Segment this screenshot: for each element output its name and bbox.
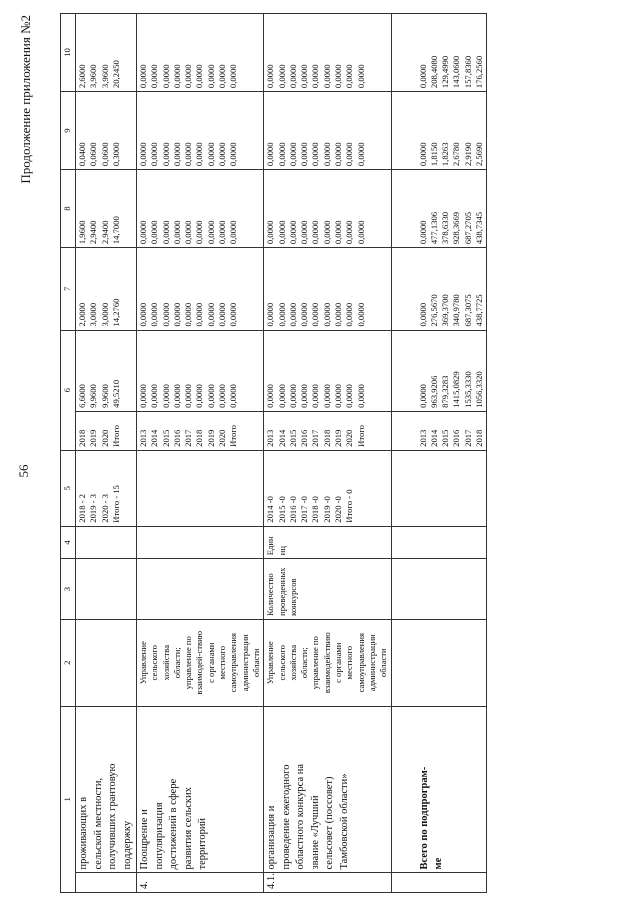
cell-line: 0,0000	[171, 384, 182, 408]
cell-line: местного	[217, 645, 228, 680]
row-col8	[391, 170, 487, 248]
cell-line	[418, 710, 433, 870]
cell-line: 2020	[99, 429, 110, 447]
cell-line: 0,3000	[110, 142, 121, 167]
cell-line: 3,0000	[88, 302, 99, 327]
cell-line: 0,0000	[149, 384, 160, 408]
cell-line: 2014	[428, 429, 439, 447]
cell-line: 0,0000	[333, 142, 344, 167]
cell-line: 0,0000	[205, 142, 216, 167]
table-row	[76, 14, 137, 893]
cell-line: конкурсов	[287, 578, 298, 616]
row-indicator	[391, 559, 487, 620]
row-years	[264, 411, 391, 450]
cell-line: 0,0000	[138, 142, 148, 167]
cell-line: 0,0000	[333, 64, 344, 89]
row-col10	[264, 14, 391, 92]
header-row	[61, 14, 76, 893]
cell-line: 0,0000	[344, 220, 355, 245]
cell-line: области;	[171, 647, 182, 679]
cell-line: 0,0000	[310, 302, 321, 327]
cell-line: 0,0400	[77, 142, 87, 167]
page-number: 56	[16, 464, 31, 478]
cell-line: 0,0000	[310, 384, 321, 408]
cell-line: 2,0000	[77, 302, 87, 327]
cell-line: 0,0000	[417, 142, 428, 167]
cell-line: 0,0000	[183, 64, 194, 89]
table-row	[391, 14, 487, 893]
cell-line: иц	[276, 545, 287, 556]
cell-line: 378,6330	[440, 211, 451, 245]
cell-line: 0,0000	[194, 142, 205, 167]
cell-line: 2015	[440, 429, 451, 447]
cell-line: проведенных	[276, 567, 287, 616]
row-number: 4.1.	[264, 873, 391, 893]
cell-line: 477,1306	[428, 211, 439, 245]
row-years	[137, 411, 264, 450]
cell-line: 0,0000	[194, 302, 205, 327]
cell-line: Количество	[265, 573, 276, 616]
cell-line: 2016	[171, 429, 182, 447]
cell-line: 0,0000	[276, 384, 287, 408]
cell-line: 0,0000	[265, 302, 276, 327]
cell-line: сельской местности,	[92, 777, 104, 870]
cell-line: 1,9600	[77, 220, 87, 245]
cell-line: 0,0000	[287, 302, 298, 327]
cell-line: проведение ежегодного	[280, 764, 292, 870]
cell-line: 0,0000	[194, 220, 205, 245]
cell-line: 0,0000	[138, 220, 148, 245]
row-total	[137, 330, 264, 411]
cell-line: 1535,3330	[462, 371, 473, 408]
cell-line: хозяйства	[160, 644, 171, 681]
cell-line: 0,0000	[183, 384, 194, 408]
cell-line: достижений в сфере	[168, 778, 179, 870]
row-col9	[137, 92, 264, 170]
cell-line: 0,0000	[217, 220, 228, 245]
header-cell: 1	[61, 706, 76, 892]
cell-line: хозяйства	[287, 644, 298, 681]
cell-line: 0,0000	[265, 384, 276, 408]
cell-line: 0,0000	[287, 142, 298, 167]
row-name	[137, 706, 264, 873]
cell-line: 438,7725	[474, 294, 485, 327]
cell-line: 0,0000	[205, 64, 216, 89]
row-col10	[76, 14, 137, 92]
row-col8	[264, 170, 391, 248]
row-target	[137, 450, 264, 526]
cell-line: с органами	[205, 642, 216, 683]
cell-line: взаимодей-ствию	[194, 630, 205, 695]
cell-line: 0,0000	[171, 302, 182, 327]
cell-line: Един	[265, 536, 276, 556]
cell-line: 963,9206	[428, 375, 439, 408]
row-col7	[391, 248, 487, 330]
cell-line: 0,0000	[171, 142, 182, 167]
cell-line: самоуправления	[228, 633, 239, 693]
cell-line: 369,3700	[440, 294, 451, 327]
cell-line: 0,0000	[228, 384, 239, 408]
cell-line: 2018 -0	[310, 496, 321, 523]
cell-line: развития сельских	[182, 787, 194, 870]
cell-line: 6,6000	[77, 384, 87, 408]
cell-line: 2014	[276, 429, 287, 447]
cell-line: 9,9600	[99, 384, 110, 408]
row-col7	[264, 248, 391, 330]
cell-line: 2019 -0	[321, 496, 332, 523]
cell-line: организация и	[266, 805, 278, 870]
cell-line: Итого - 0	[344, 489, 355, 523]
cell-line: 2016 -0	[287, 496, 298, 523]
cell-line: 0,0000	[194, 384, 205, 408]
cell-line: 0,0000	[138, 384, 148, 408]
cell-line: 2017 -0	[299, 496, 310, 523]
header-cell: 5	[61, 450, 76, 526]
row-name	[264, 706, 391, 873]
cell-line: Итого	[110, 425, 121, 447]
cell-line: 143,0600	[451, 55, 462, 89]
row-executor	[391, 619, 487, 706]
cell-line: администрации	[366, 634, 377, 692]
cell-line: 0,0000	[355, 220, 366, 245]
cell-line: 157,8360	[462, 55, 473, 89]
cell-line: Итого	[355, 425, 366, 447]
row-years	[76, 411, 137, 450]
cell-line: поддержку	[121, 820, 133, 870]
cell-line: 0,0000	[321, 64, 332, 89]
cell-line: 340,9780	[451, 294, 462, 327]
cell-line: 0,0000	[160, 384, 171, 408]
row-col9	[264, 92, 391, 170]
cell-line: 2,9190	[462, 142, 473, 167]
cell-line: 0,0000	[138, 302, 148, 327]
cell-line: 0,0000	[149, 142, 160, 167]
cell-line: 208,4080	[428, 55, 439, 89]
row-col10	[137, 14, 264, 92]
cell-line: 0,0000	[276, 64, 287, 89]
cell-line: 2017	[462, 429, 473, 447]
cell-line: 2020	[344, 429, 355, 447]
bold-text: ме	[433, 857, 445, 870]
cell-line: 1,8150	[428, 142, 439, 167]
cell-line: Итого	[228, 425, 239, 447]
cell-line: 0,0000	[355, 302, 366, 327]
cell-line: Тамбовской области»	[338, 773, 350, 870]
row-number	[391, 873, 487, 893]
cell-line: 2013	[265, 429, 276, 447]
cell-line: области	[378, 648, 389, 678]
table-row	[264, 14, 391, 893]
bold-text: Всего по подпрограм-	[418, 766, 430, 870]
cell-line: 0,0000	[299, 142, 310, 167]
cell-line: 2013	[138, 429, 148, 447]
cell-line: 0,0000	[355, 64, 366, 89]
cell-line: 0,0000	[310, 64, 321, 89]
cell-line: 0,0000	[265, 64, 276, 89]
cell-line: 0,0000	[333, 302, 344, 327]
cell-line: получивших грантовую	[107, 763, 118, 870]
cell-line: 20,2450	[110, 60, 121, 89]
cell-line: 176,2560	[474, 55, 485, 89]
cell-line: 9,9600	[88, 384, 99, 408]
cell-line: 0,0000	[265, 220, 276, 245]
row-number	[76, 873, 137, 893]
cell-line: 2,6780	[451, 142, 462, 167]
cell-line: 2016	[451, 429, 462, 447]
cell-line: 1415,0829	[451, 371, 462, 408]
cell-line: 0,0000	[310, 220, 321, 245]
cell-line: областного конкурса на	[295, 763, 307, 870]
row-target	[264, 450, 391, 526]
cell-line: 0,0000	[160, 64, 171, 89]
row-col7	[137, 248, 264, 330]
cell-line: 0,0000	[228, 220, 239, 245]
cell-line: 0,0000	[355, 384, 366, 408]
cell-line: 687,2705	[462, 211, 473, 245]
cell-line: проживающих в	[78, 796, 89, 870]
cell-line: 0,0000	[217, 142, 228, 167]
header-cell: 6	[61, 330, 76, 450]
cell-line: 0,0000	[194, 64, 205, 89]
row-indicator	[264, 559, 391, 620]
cell-line: 0,0000	[205, 220, 216, 245]
cell-line: 0,0000	[299, 64, 310, 89]
cell-line: 276,5670	[428, 294, 439, 327]
cell-line: 2,5690	[474, 142, 485, 167]
cell-line: области	[250, 648, 261, 678]
cell-line: сельского	[149, 645, 160, 681]
row-target	[391, 450, 487, 526]
cell-line: Итого - 15	[110, 485, 121, 523]
row-col7	[76, 248, 137, 330]
cell-line: 0,0000	[321, 220, 332, 245]
row-years	[391, 411, 487, 450]
cell-line: 0,0000	[228, 64, 239, 89]
cell-line: 0,0000	[160, 142, 171, 167]
cell-line: 0,0000	[287, 220, 298, 245]
cell-line: 2017	[310, 429, 321, 447]
cell-line: 3,9600	[88, 64, 99, 89]
cell-line: 0,0000	[355, 142, 366, 167]
header-cell: 8	[61, 170, 76, 248]
cell-line: 2015	[287, 429, 298, 447]
cell-line: 0,0000	[205, 384, 216, 408]
cell-line: 928,3669	[451, 211, 462, 245]
row-col10	[391, 14, 487, 92]
cell-line: 14,2760	[110, 298, 121, 327]
row-total	[76, 330, 137, 411]
cell-line: 0,0000	[217, 384, 228, 408]
row-unit	[264, 526, 391, 559]
cell-line: сельского	[276, 645, 287, 681]
cell-line: 2014	[149, 429, 160, 447]
header-cell: 9	[61, 92, 76, 170]
cell-line: 0,0000	[321, 384, 332, 408]
cell-line: 0,0000	[171, 220, 182, 245]
cell-line: 2015	[160, 429, 171, 447]
cell-line: администрации	[239, 634, 250, 692]
cell-line: 0,0000	[149, 302, 160, 327]
header-cell: 2	[61, 619, 76, 706]
row-indicator	[76, 559, 137, 620]
cell-line: самоуправления	[355, 633, 366, 693]
cell-line: звание «Лучший	[309, 795, 321, 870]
cell-line: 0,0000	[205, 302, 216, 327]
cell-line: 0,0000	[333, 220, 344, 245]
cell-line: 2018	[474, 429, 485, 447]
row-unit	[137, 526, 264, 559]
cell-line: 0,0000	[276, 302, 287, 327]
cell-line: 0,0000	[344, 302, 355, 327]
cell-line: 0,0000	[265, 142, 276, 167]
cell-line: 0,0000	[276, 220, 287, 245]
cell-line: 1056,3320	[474, 371, 485, 408]
cell-line: 2019	[88, 429, 99, 447]
cell-line: 0,0000	[228, 142, 239, 167]
cell-line: 2020	[217, 429, 228, 447]
cell-line: территорий	[197, 817, 208, 870]
cell-line: Управление	[138, 641, 148, 685]
cell-line: 0,0600	[99, 142, 110, 167]
cell-line: 0,0000	[160, 220, 171, 245]
cell-line: 0,0000	[417, 384, 428, 408]
header-cell: 3	[61, 559, 76, 620]
row-name	[391, 706, 487, 873]
cell-line: 0,0000	[217, 64, 228, 89]
cell-line: 0,0000	[417, 302, 428, 327]
cell-line: управление по	[310, 636, 321, 690]
cell-line: 2019	[333, 429, 344, 447]
cell-line: 0,0000	[276, 142, 287, 167]
cell-line: 879,3283	[440, 375, 451, 408]
cell-line: 0,0000	[183, 302, 194, 327]
row-col8	[76, 170, 137, 248]
row-name	[76, 706, 137, 873]
cell-line: 0,0000	[344, 384, 355, 408]
cell-line: 0,0000	[344, 64, 355, 89]
cell-line: 0,0000	[321, 302, 332, 327]
cell-line: 687,3075	[462, 294, 473, 327]
cell-line: области;	[299, 647, 310, 679]
appendix-title: Продолжение приложения №2	[18, 15, 33, 184]
cell-line: 2018 - 2	[77, 494, 87, 523]
row-col9	[391, 92, 487, 170]
cell-line: 2016	[299, 429, 310, 447]
cell-line: популяризация	[153, 802, 165, 870]
cell-line: 0,0000	[149, 64, 160, 89]
cell-line: 1,8263	[440, 142, 451, 167]
header-cell: 7	[61, 248, 76, 330]
row-indicator	[137, 559, 264, 620]
cell-line: 2018	[194, 429, 205, 447]
cell-line: 2015 -0	[276, 496, 287, 523]
cell-line: 2,9400	[99, 220, 110, 245]
cell-line: Управление	[265, 641, 276, 685]
cell-line: 0,0000	[287, 64, 298, 89]
cell-line: 0,0000	[299, 220, 310, 245]
cell-line: Поощрение и	[139, 809, 150, 870]
row-total	[264, 330, 391, 411]
cell-line: 2013	[417, 429, 428, 447]
row-unit	[76, 526, 137, 559]
cell-line: 0,0000	[287, 384, 298, 408]
table-row	[137, 14, 264, 893]
cell-line: 0,0000	[299, 384, 310, 408]
cell-line: 2014 -0	[265, 496, 276, 523]
row-col8	[137, 170, 264, 248]
cell-line: 0,0600	[88, 142, 99, 167]
row-target	[76, 450, 137, 526]
cell-line: 2017	[183, 429, 194, 447]
cell-line	[432, 710, 447, 870]
row-total	[391, 330, 487, 411]
row-col9	[76, 92, 137, 170]
row-unit	[391, 526, 487, 559]
cell-line: управление по	[183, 636, 194, 690]
cell-line: 0,0000	[183, 220, 194, 245]
cell-line: 2018	[77, 429, 87, 447]
cell-line: 0,0000	[160, 302, 171, 327]
cell-line: 0,0000	[138, 64, 148, 89]
row-executor	[137, 619, 264, 706]
cell-line: 3,0000	[99, 302, 110, 327]
cell-line: 0,0000	[417, 220, 428, 245]
cell-line: 0,0000	[344, 142, 355, 167]
row-number: 4.	[137, 873, 264, 893]
cell-line: 14,7000	[110, 216, 121, 245]
cell-line: 2018	[321, 429, 332, 447]
cell-line: 0,0000	[333, 384, 344, 408]
cell-line: 2,6000	[77, 64, 87, 89]
program-table	[60, 13, 487, 893]
cell-line: 438,7345	[474, 211, 485, 245]
cell-line: 0,0000	[321, 142, 332, 167]
header-cell: 10	[61, 14, 76, 92]
cell-line: 2,9400	[88, 220, 99, 245]
cell-line: 0,0000	[183, 142, 194, 167]
cell-line: 0,0000	[299, 302, 310, 327]
cell-line: 0,0000	[417, 64, 428, 89]
row-executor	[76, 619, 137, 706]
cell-line: 2019	[205, 429, 216, 447]
cell-line: 2020 -0	[333, 496, 344, 523]
cell-line: 0,0000	[171, 64, 182, 89]
cell-line: 0,0000	[310, 142, 321, 167]
cell-line: местного	[344, 645, 355, 680]
cell-line: 2020 - 3	[99, 494, 110, 523]
cell-line: 49,5210	[110, 379, 121, 408]
cell-line: 2019 - 3	[88, 494, 99, 523]
cell-line: 0,0000	[217, 302, 228, 327]
cell-line: 0,0000	[228, 302, 239, 327]
cell-line: 0,0000	[149, 220, 160, 245]
header-cell: 4	[61, 526, 76, 559]
cell-line: сельсовет (поссовет)	[324, 776, 336, 870]
cell-line: 129,4990	[440, 55, 451, 89]
cell-line: взаимодействию	[321, 632, 332, 694]
row-executor	[264, 619, 391, 706]
cell-line: 3,9600	[99, 64, 110, 89]
cell-line: с органами	[333, 642, 344, 683]
